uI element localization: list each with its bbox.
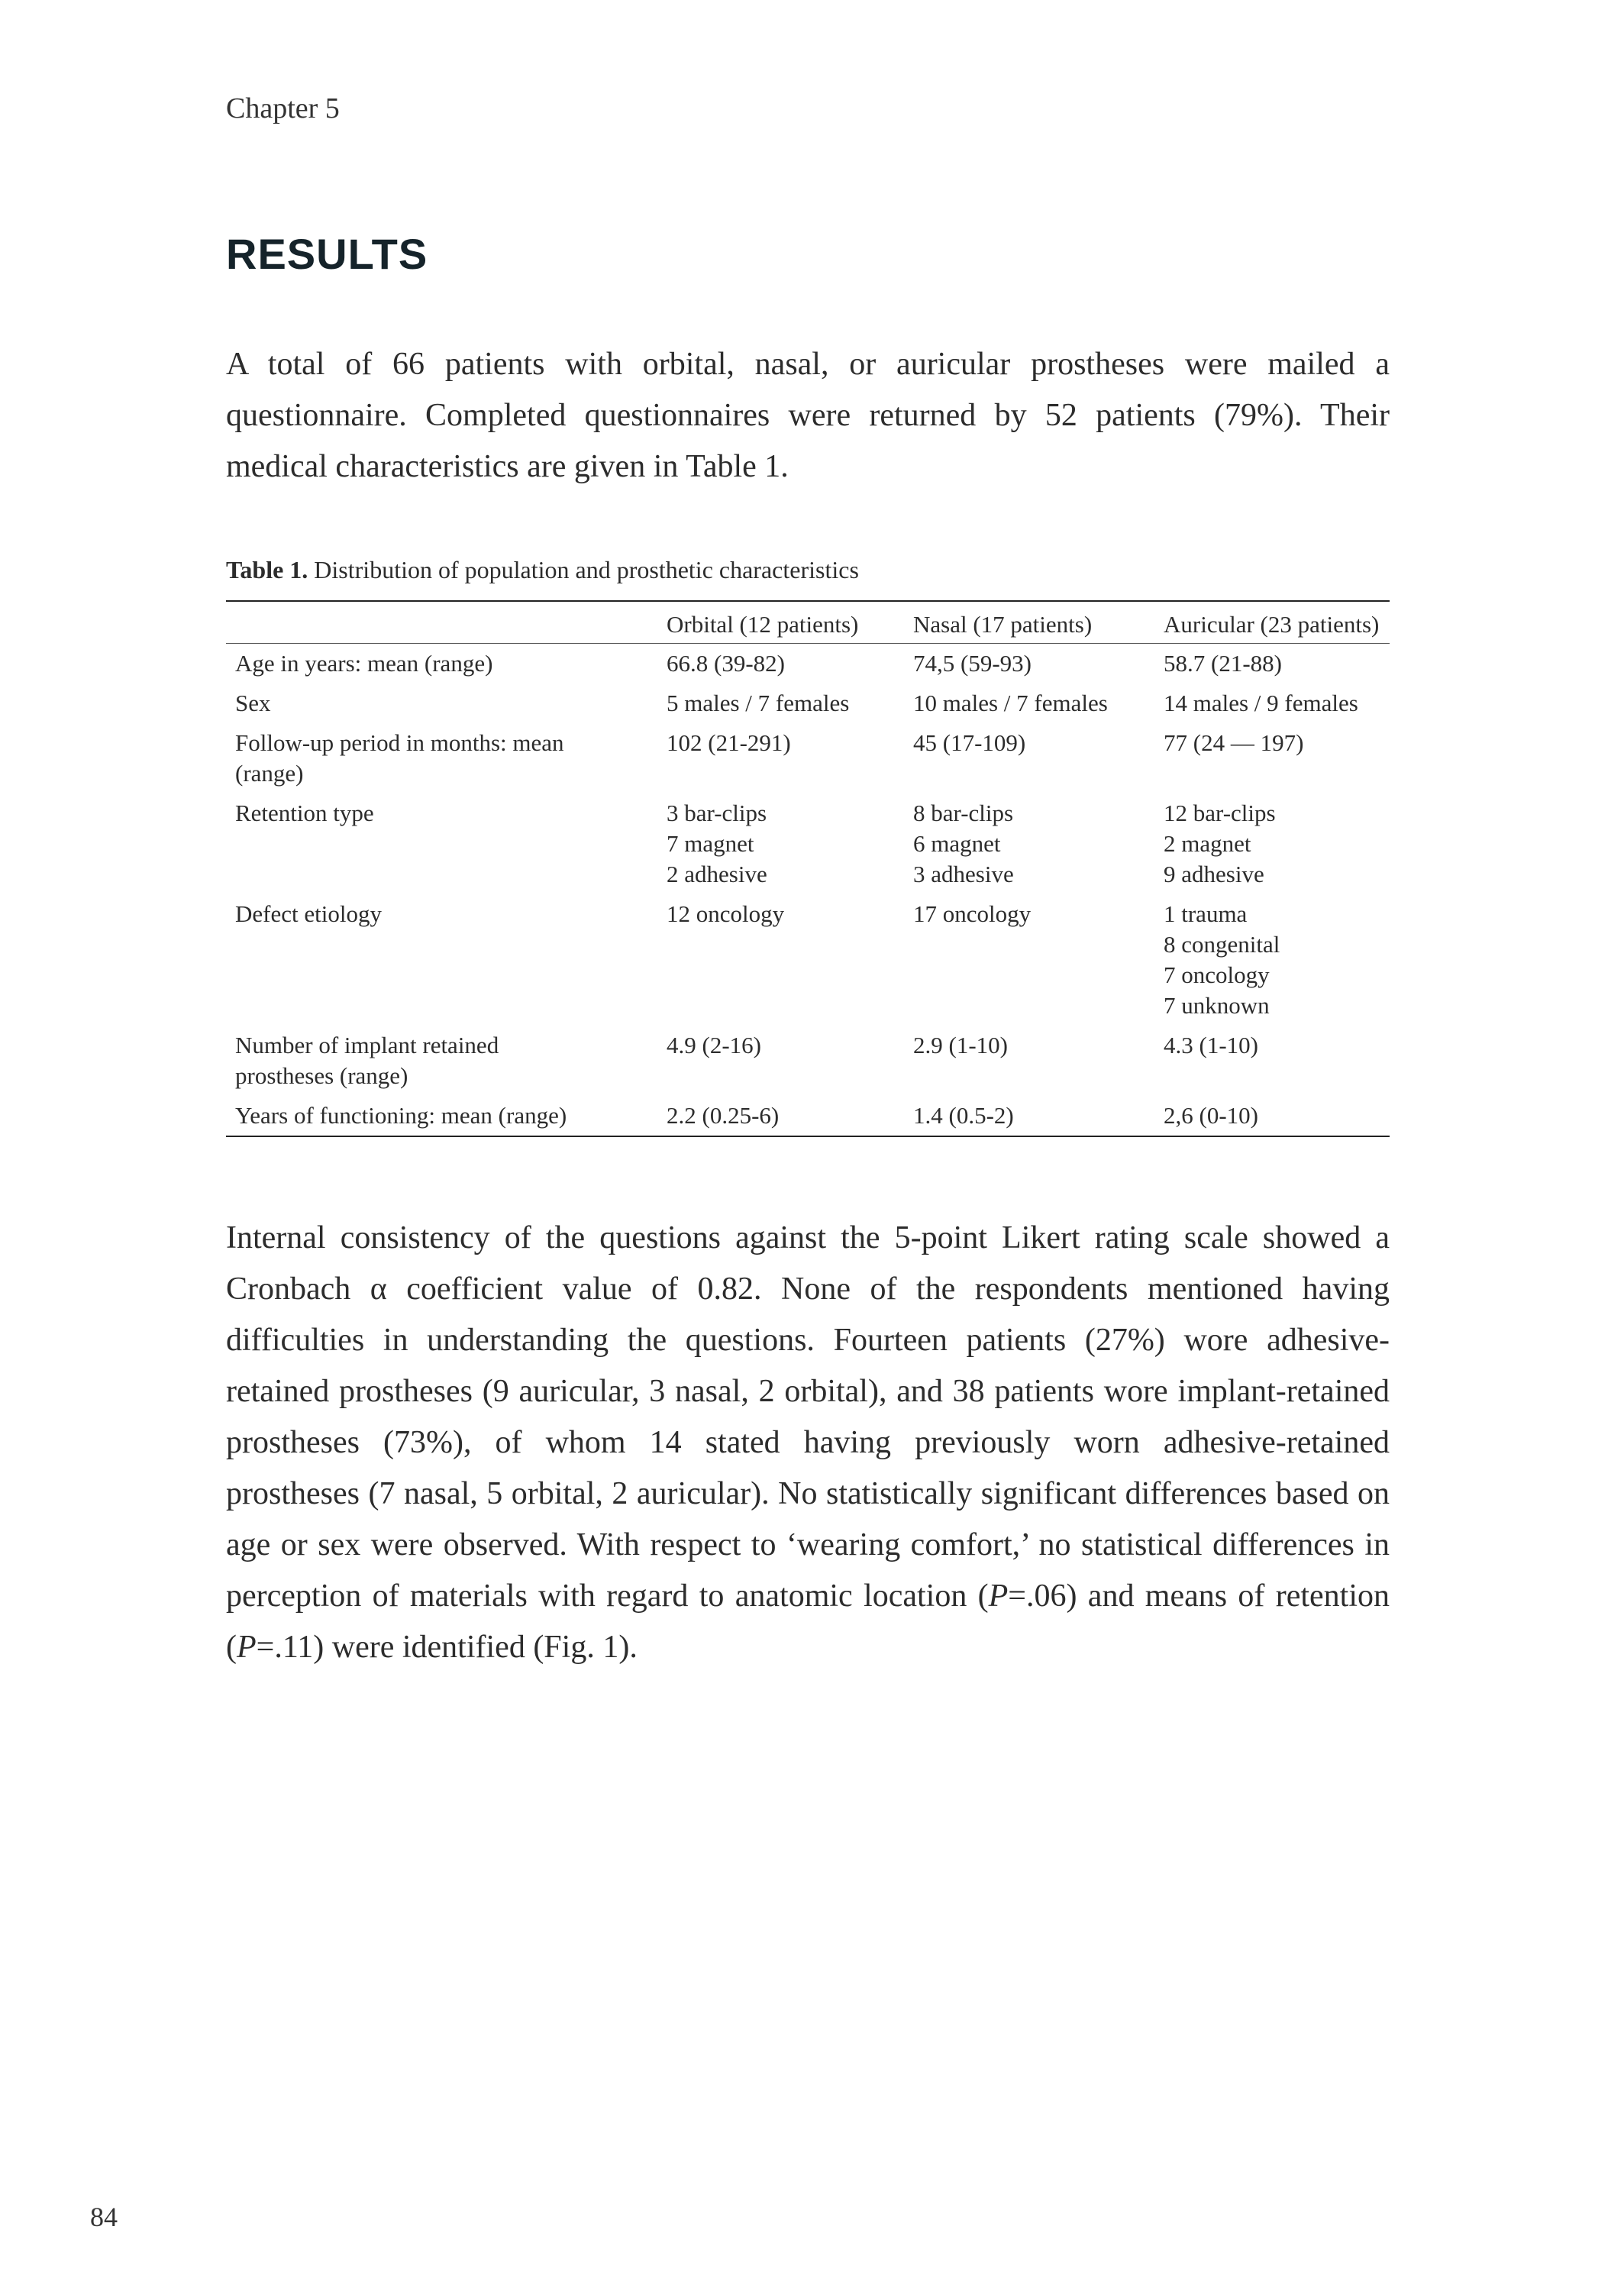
table-row — [226, 894, 1390, 1026]
table-header-cell — [226, 601, 657, 644]
table-cell: 102 (21-291) — [667, 729, 791, 756]
table-row — [226, 793, 1390, 894]
p-value-symbol: P — [988, 1578, 1009, 1614]
table-cell: 3 bar-clips 7 magnet 2 adhesive — [667, 800, 767, 887]
characteristics-table — [226, 600, 1390, 1137]
results-intro-paragraph: A total of 66 patients with orbital, nasal, or auricular prostheses were mailed a questionnaire. Completed questionnaires were returned by 52 patients (79%). Their medical characteristics are given in Table 1. — [226, 347, 1390, 484]
table-cell: Number of implant retained prostheses (range) — [235, 1032, 499, 1089]
running-head: Chapter 5 — [226, 92, 340, 124]
table-row — [226, 1096, 1390, 1136]
table-cell: 2,6 (0-10) — [1154, 1096, 1390, 1136]
table-cell: 74,5 (59-93) — [913, 650, 1032, 677]
paragraph-text: Internal consistency of the questions against the 5-point Likert rating scale showed a Cronbach α coefficient value of 0.82. None of the respondents mentioned having difficulties in understanding the questions. Fourteen patients (27%) wore adhesive-retained prostheses (9 auricular, 3 nasal, 2 orbital), and 38 patients wore implant-retained prostheses (73%), of whom 14 stated having previously worn adhesive-retained prostheses (7 nasal, 5 orbital, 2 auricular). No statistically significant differences based on age or sex were observed. With respect to ‘wearing comfort,’ no statistical differences in perception of materials with regard to anatomic location ( — [226, 1220, 1390, 1614]
table-row — [226, 644, 1390, 684]
p-value-symbol: P — [237, 1630, 257, 1665]
paragraph-text: =.06) and means of retention ( — [226, 1578, 1390, 1665]
section-title: RESULTS — [226, 230, 428, 278]
table-cell: 2.9 (1-10) — [913, 1032, 1008, 1058]
page-number: 84 — [90, 2202, 118, 2232]
table-cell: 77 (24 — 197) — [1164, 729, 1304, 756]
table-header-cell: Auricular (23 patients) — [1154, 601, 1390, 644]
table-header-cell: Orbital (12 patients) — [657, 601, 904, 644]
table-caption — [226, 556, 859, 584]
table-container — [226, 600, 1390, 1137]
table-row — [226, 683, 1390, 723]
table-cell: Defect etiology — [235, 900, 382, 927]
table-cell: Sex — [235, 690, 271, 716]
table-cell: Age in years: mean (range) — [235, 650, 493, 677]
table-cell: 58.7 (21-88) — [1164, 650, 1282, 677]
paragraph-text: =.11) were identified (Fig. 1). — [256, 1630, 638, 1665]
table-cell: Years of functioning: mean (range) — [226, 1096, 657, 1136]
table-cell: 4.9 (2-16) — [667, 1032, 761, 1058]
table-header-cell: Nasal (17 patients) — [904, 601, 1154, 644]
table-cell: 4.3 (1-10) — [1164, 1032, 1258, 1058]
table-cell: 8 bar-clips 6 magnet 3 adhesive — [913, 800, 1014, 887]
table-cell: 45 (17-109) — [913, 729, 1026, 756]
table-header-row — [226, 601, 1390, 644]
table-cell: Follow-up period in months: mean (range) — [235, 729, 564, 787]
table-cell: 14 males / 9 females — [1164, 690, 1358, 716]
table-caption-text: Distribution of population and prosthetic characteristics — [308, 556, 859, 583]
table-row — [226, 723, 1390, 793]
table-cell: 10 males / 7 females — [913, 690, 1108, 716]
table-cell: Retention type — [235, 800, 374, 826]
results-discussion-paragraph — [226, 1213, 1390, 1673]
table-row — [226, 1026, 1390, 1096]
table-cell: 12 oncology — [667, 900, 785, 927]
table-cell: 66.8 (39-82) — [667, 650, 785, 677]
table-cell: 1 trauma 8 congenital 7 oncology 7 unknown — [1164, 900, 1280, 1019]
table-cell: 5 males / 7 females — [667, 690, 850, 716]
table-caption-label: Table 1. — [226, 556, 308, 583]
table-cell: 17 oncology — [913, 900, 1032, 927]
table-cell: 12 bar-clips 2 magnet 9 adhesive — [1164, 800, 1276, 887]
table-cell: 1.4 (0.5-2) — [904, 1096, 1154, 1136]
table-cell: 2.2 (0.25-6) — [657, 1096, 904, 1136]
